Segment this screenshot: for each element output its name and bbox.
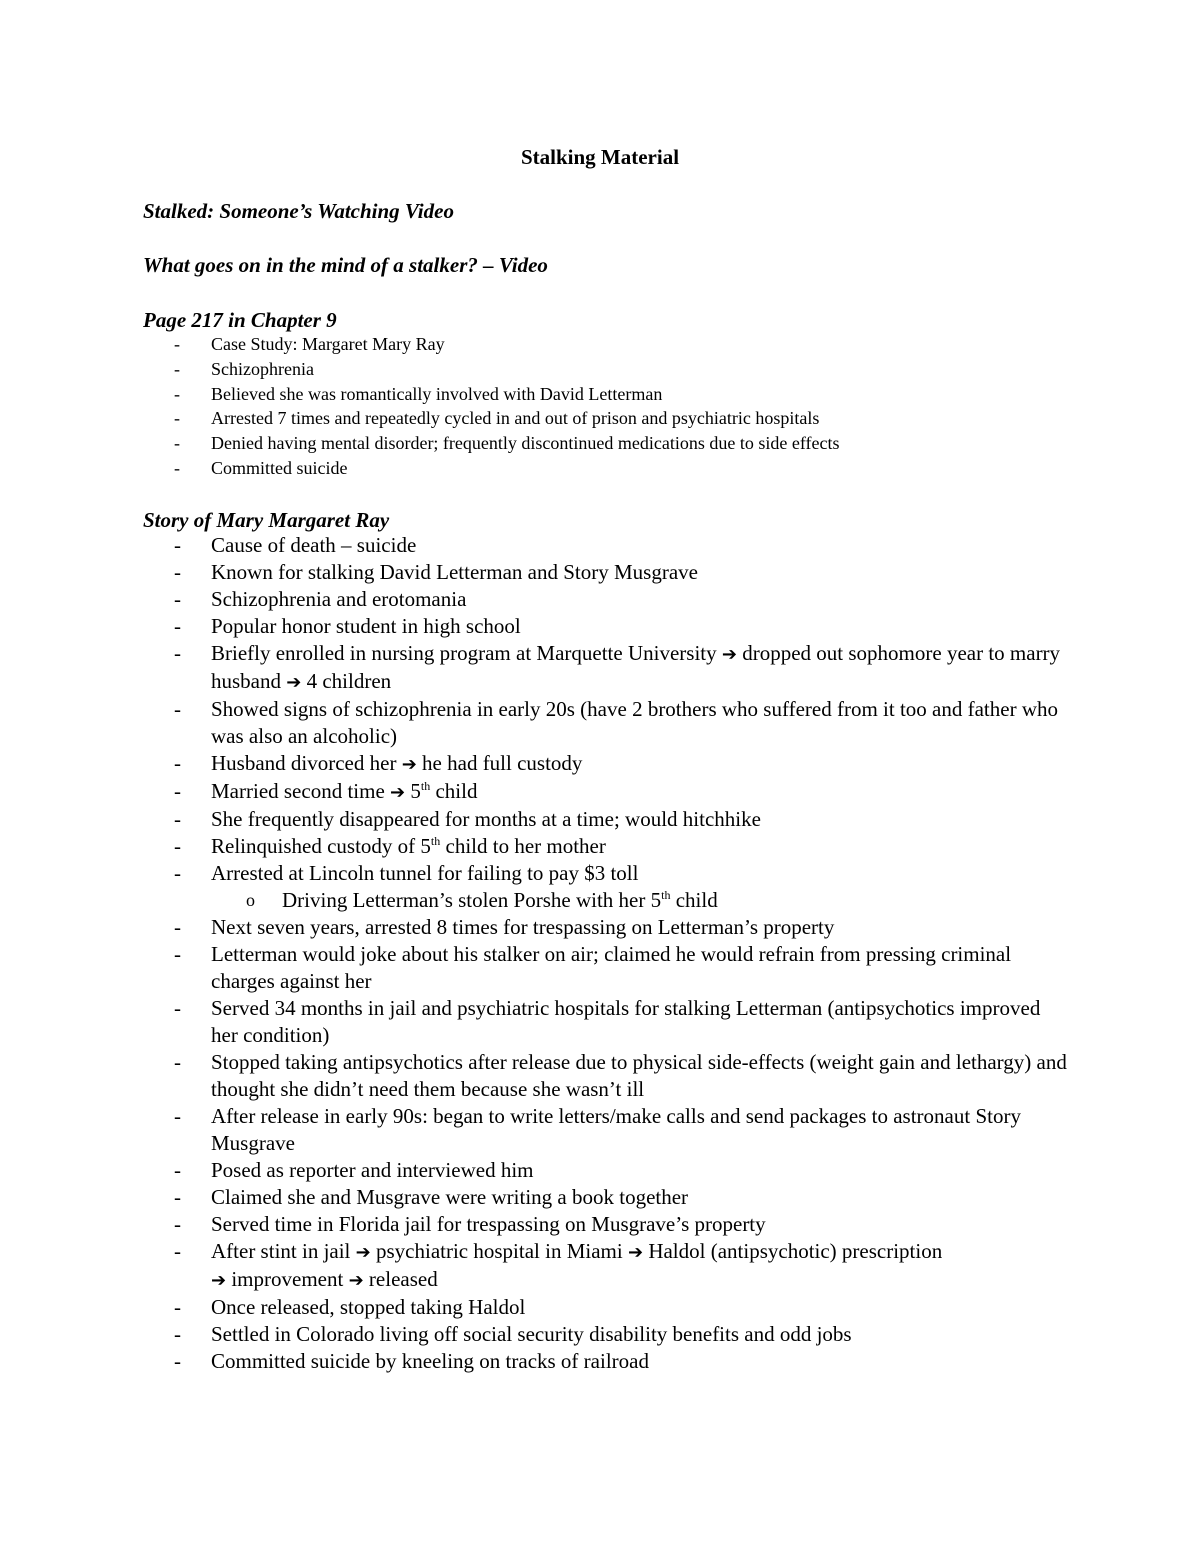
list-item: - Arrested 7 times and repeatedly cycled in and out of prison and psychiatric hospitals (174, 408, 820, 429)
list-item: - Served time in Florida jail for trespassing on Musgrave’s property (174, 1212, 766, 1236)
list-item: - Posed as reporter and interviewed him (174, 1158, 534, 1182)
list-item: - Schizophrenia and erotomania (174, 587, 467, 611)
video-heading-stalked: Stalked: Someone’s Watching Video (143, 199, 454, 223)
arrow-right-icon: ➔ (211, 1270, 227, 1291)
list-item: - Case Study: Margaret Mary Ray (174, 334, 445, 354)
list-item: - Served 34 months in jail and psychiatric hospitals for stalking Letterman (antipsychotics improved her condition) (174, 996, 1041, 1047)
list-item: - Letterman would joke about his stalker on air; claimed he would refrain from pressing criminal charges against her (174, 942, 1012, 993)
arrow-right-icon: ➔ (355, 1242, 371, 1263)
list-item: - Married second time ➔ 5th child (174, 779, 478, 803)
list-item: - Relinquished custody of 5th child to her mother (174, 834, 606, 858)
list-item: - Husband divorced her ➔ he had full custody (174, 751, 583, 775)
list-item: - Cause of death – suicide (174, 533, 417, 557)
list-item: - Claimed she and Musgrave were writing a book together (174, 1185, 689, 1209)
video-heading-mind: What goes on in the mind of a stalker? – Video (143, 253, 548, 277)
arrow-right-icon: ➔ (390, 782, 406, 803)
sub-list-item: o Driving Letterman’s stolen Porshe with her 5th child (246, 888, 718, 912)
arrow-right-icon: ➔ (401, 754, 417, 775)
list-item: - Denied having mental disorder; frequently discontinued medications due to side effects (174, 433, 840, 454)
section-heading-story: Story of Mary Margaret Ray (143, 508, 390, 532)
page-title: Stalking Material (520, 145, 680, 169)
list-item: - Believed she was romantically involved with David Letterman (174, 383, 663, 404)
arrow-right-icon: ➔ (348, 1270, 364, 1291)
section-heading-chapter: Page 217 in Chapter 9 (143, 308, 337, 332)
list-item: - Once released, stopped taking Haldol (174, 1295, 526, 1319)
list-item: - Showed signs of schizophrenia in early 20s (have 2 brothers who suffered from it too and father who was also an alcoholic) (174, 697, 1058, 748)
list-item: - Next seven years, arrested 8 times for trespassing on Letterman’s property (174, 915, 835, 939)
list-item: - After stint in jail ➔ psychiatric hospital in Miami ➔ Haldol (antipsychotic) prescription ➔ improvement ➔ released (174, 1239, 943, 1291)
list-item: - Schizophrenia (174, 358, 314, 379)
arrow-right-icon: ➔ (721, 644, 737, 665)
chapter-list (0, 332, 1200, 481)
list-item: - She frequently disappeared for months at a time; would hitchhike (174, 807, 761, 831)
list-item: - Known for stalking David Letterman and Story Musgrave (174, 560, 698, 584)
list-item: - After release in early 90s: began to write letters/make calls and send packages to astronaut Story Musgrave (174, 1104, 1021, 1155)
list-item: - Stopped taking antipsychotics after release due to physical side-effects (weight gain and lethargy) and thought she didn’t need them because she wasn’t ill (174, 1050, 1067, 1101)
list-item: - Committed suicide (174, 457, 348, 478)
list-item: - Committed suicide by kneeling on tracks of railroad (174, 1349, 649, 1373)
arrow-right-icon: ➔ (286, 672, 302, 693)
list-item: - Settled in Colorado living off social security disability benefits and odd jobs (174, 1322, 852, 1346)
arrow-right-icon: ➔ (627, 1242, 644, 1263)
list-item: - Briefly enrolled in nursing program at Marquette University ➔ dropped out sophomore year to marry husband ➔ 4 children (174, 641, 1061, 693)
list-item: - Popular honor student in high school (174, 614, 521, 638)
story-list (0, 532, 1200, 1375)
list-item: - Arrested at Lincoln tunnel for failing to pay $3 toll (174, 861, 639, 885)
